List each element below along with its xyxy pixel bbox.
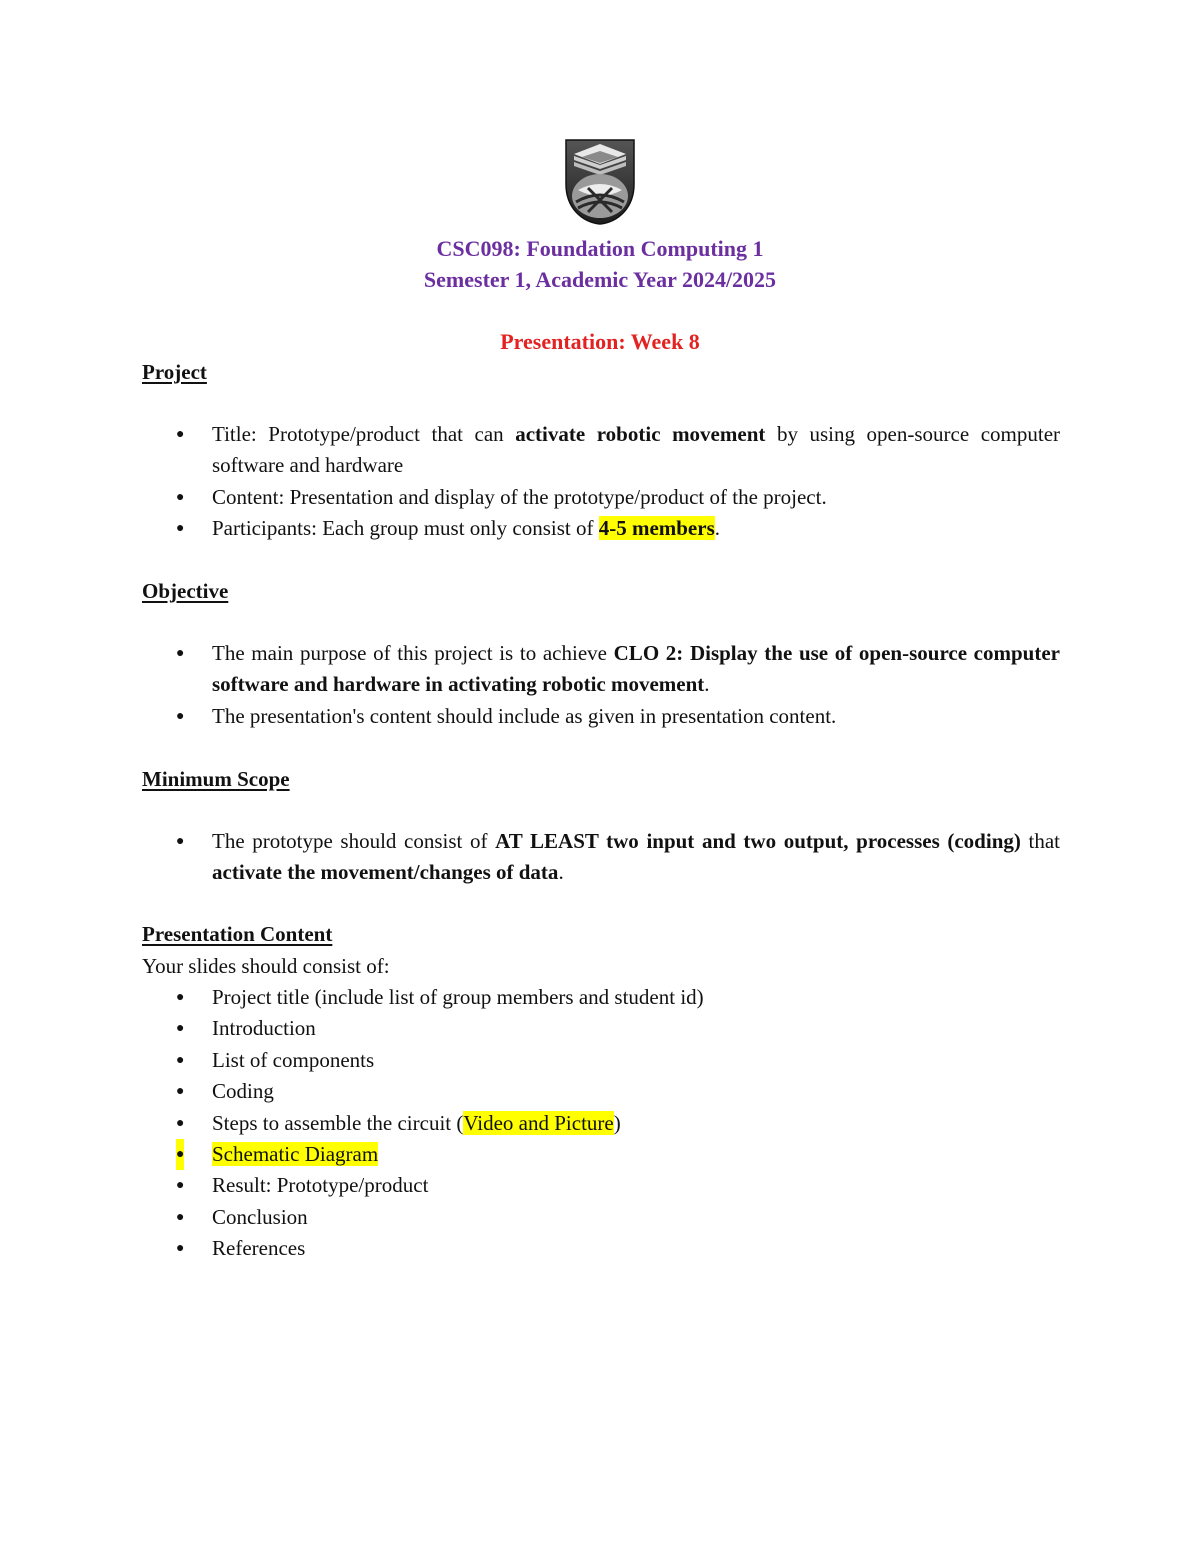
bullet-dot-icon: ● [176, 489, 185, 505]
semester-line: Semester 1, Academic Year 2024/2025 [423, 267, 777, 292]
list-item: ● The presentation's content should include as given in presentation content. [0, 701, 1060, 732]
bullet-dot-icon: ● [176, 1115, 185, 1131]
scope-heading: Minimum Scope [142, 767, 290, 791]
bullet-dot-icon: ● [176, 427, 185, 442]
course-title: CSC098: Foundation Computing 1 [436, 236, 764, 261]
bullet-dot-icon: ● [176, 1241, 185, 1257]
objective-heading: Objective [142, 579, 229, 603]
bullet-dot-icon: ● [176, 708, 185, 724]
list-item: ● The prototype should consist of AT LEAST two input and two output, processes (coding) that activate the movement/changes of data. [0, 826, 1060, 889]
bullet-dot-icon: ● [176, 1139, 184, 1170]
bullet-dot-icon: ● [176, 1209, 185, 1225]
bullet-dot-icon: ● [176, 1021, 185, 1037]
list-item: ● Content: Presentation and display of the prototype/product of the project. [0, 482, 1060, 513]
list-item: ● Participants: Each group must only consist of 4-5 members. [0, 513, 1060, 544]
list-item: ● List of components [0, 1045, 1060, 1076]
list-item: ● References [0, 1233, 1060, 1264]
objective-list [0, 638, 1200, 732]
list-item [0, 1139, 1060, 1170]
list-item: ● Project title (include list of group members and student id) [0, 982, 1060, 1013]
video-picture-highlight: Video and Picture [463, 1110, 614, 1135]
list-item: ● Result: Prototype/product [0, 1170, 1060, 1201]
content-intro: Your slides should consist of: [142, 954, 390, 978]
list-item: ● Conclusion [0, 1202, 1060, 1233]
members-highlight: 4-5 members [598, 516, 715, 541]
list-item: ● Title: Prototype/product that can activate robotic movement by using open-source computer software and hardware [0, 419, 1060, 482]
presentation-title: Presentation: Week 8 [500, 329, 700, 354]
content-heading: Presentation Content [142, 922, 333, 946]
bullet-dot-icon: ● [176, 1052, 185, 1068]
bullet-dot-icon: ● [176, 990, 185, 1005]
project-list [0, 419, 1200, 545]
bullet-dot-icon: ● [176, 1084, 185, 1100]
scope-list [0, 826, 1200, 889]
list-item: ● The main purpose of this project is to achieve CLO 2: Display the use of open-source computer software and hardware in activating robotic movement. [0, 638, 1060, 701]
bullet-dot-icon: ● [176, 521, 185, 537]
bullet-dot-icon: ● [176, 834, 185, 849]
list-item: ● Introduction [0, 1013, 1060, 1044]
bullet-dot-icon: ● [176, 1178, 185, 1194]
list-item: ● Steps to assemble the circuit (Video and Picture) [0, 1108, 1060, 1139]
bullet-dot-icon: ● [176, 646, 185, 661]
project-heading: Project [142, 360, 207, 384]
university-crest-logo [564, 138, 636, 226]
list-item: ● Coding [0, 1076, 1060, 1107]
schematic-highlight: Schematic Diagram [212, 1142, 379, 1167]
content-list [0, 982, 1200, 1265]
